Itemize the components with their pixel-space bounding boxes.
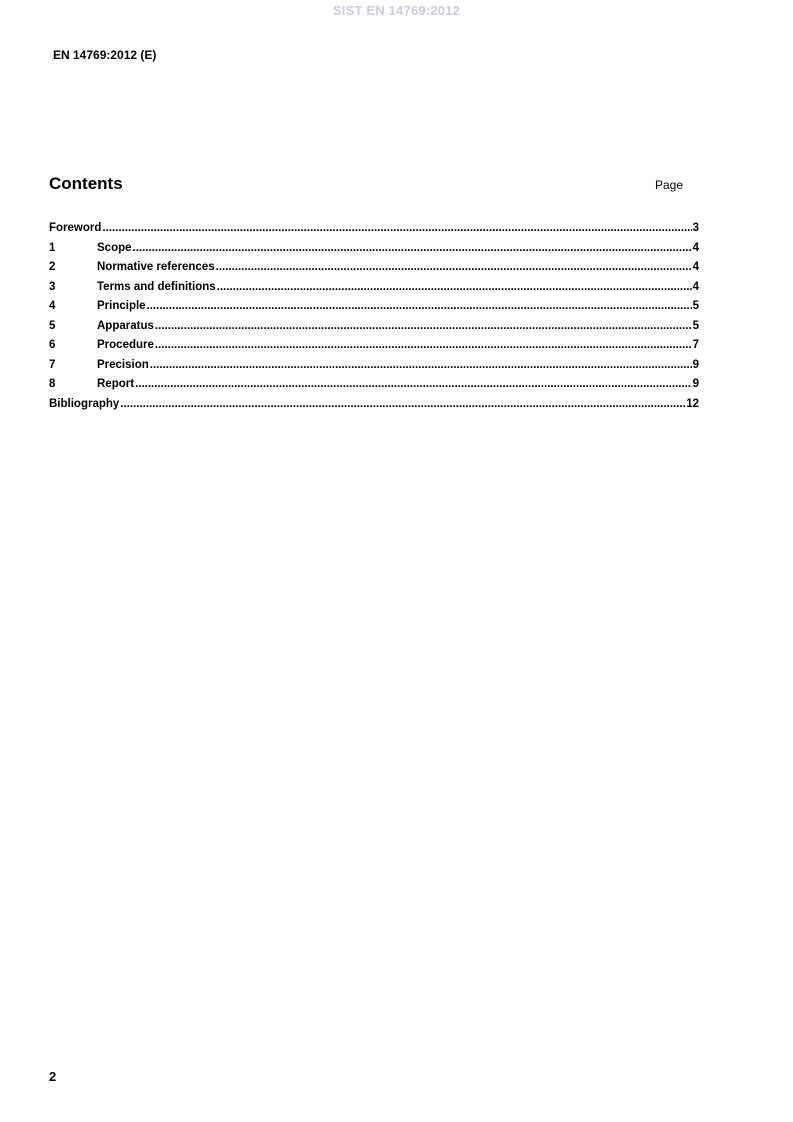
toc-entry-page: 5: [692, 319, 699, 332]
toc-entry-page: 9: [692, 358, 699, 371]
watermark: SIST EN 14769:2012: [332, 3, 461, 18]
toc-entry-scope[interactable]: [49, 242, 699, 262]
toc-leader-dots: [135, 378, 692, 390]
toc-entry-procedure[interactable]: [49, 339, 699, 359]
toc-leader-dots: [150, 359, 692, 371]
toc-entry-title: Apparatus: [97, 319, 154, 332]
toc-entry-title: Terms and definitions: [97, 280, 216, 293]
toc-entry-page: 4: [692, 261, 699, 273]
toc-entry-page: 4: [692, 241, 699, 254]
toc-entry-foreword[interactable]: [49, 222, 699, 242]
toc-entry-number: 4: [49, 300, 56, 312]
toc-entry-title: Foreword: [49, 222, 102, 234]
toc-entry-title: Bibliography: [49, 397, 120, 410]
toc-leader-dots: [133, 242, 692, 254]
table-of-contents: [49, 222, 699, 417]
toc-entry-bibliography[interactable]: [49, 398, 699, 418]
toc-leader-dots: [120, 398, 685, 410]
toc-entry-page: 7: [692, 339, 699, 351]
toc-entry-page: 12: [686, 397, 699, 410]
toc-leader-dots: [217, 281, 692, 293]
toc-entry-page: 5: [692, 300, 699, 312]
toc-entry-principle[interactable]: [49, 300, 699, 320]
toc-entry-precision[interactable]: [49, 359, 699, 379]
toc-entry-number: 3: [49, 280, 56, 293]
toc-entry-title: Principle: [97, 300, 146, 312]
page-number: 2: [49, 1069, 57, 1084]
toc-entry-number: 7: [49, 358, 56, 371]
toc-entry-number: 6: [49, 339, 56, 351]
toc-entry-number: 8: [49, 378, 56, 390]
toc-entry-terms-and-definitions[interactable]: [49, 281, 699, 301]
toc-leader-dots: [102, 222, 691, 234]
toc-leader-dots: [216, 261, 692, 273]
toc-entry-title: Precision: [97, 358, 149, 371]
toc-entry-page: 4: [692, 280, 699, 293]
contents-heading: Contents: [49, 174, 123, 193]
toc-entry-number: 1: [49, 241, 56, 254]
document-id: EN 14769:2012 (E): [53, 48, 157, 62]
toc-leader-dots: [155, 339, 692, 351]
toc-entry-number: 5: [49, 319, 56, 332]
toc-entry-title: Normative references: [97, 261, 215, 273]
toc-entry-report[interactable]: [49, 378, 699, 398]
toc-entry-apparatus[interactable]: [49, 320, 699, 340]
toc-entry-normative-references[interactable]: [49, 261, 699, 281]
toc-entry-title: Procedure: [97, 339, 154, 351]
toc-leader-dots: [147, 300, 692, 312]
toc-entry-title: Scope: [97, 241, 132, 254]
toc-entry-page: 3: [692, 222, 699, 234]
toc-leader-dots: [155, 320, 692, 332]
toc-entry-page: 9: [692, 378, 699, 390]
page-column-label: Page: [655, 178, 684, 192]
toc-entry-title: Report: [97, 378, 135, 390]
toc-entry-number: 2: [49, 261, 56, 273]
